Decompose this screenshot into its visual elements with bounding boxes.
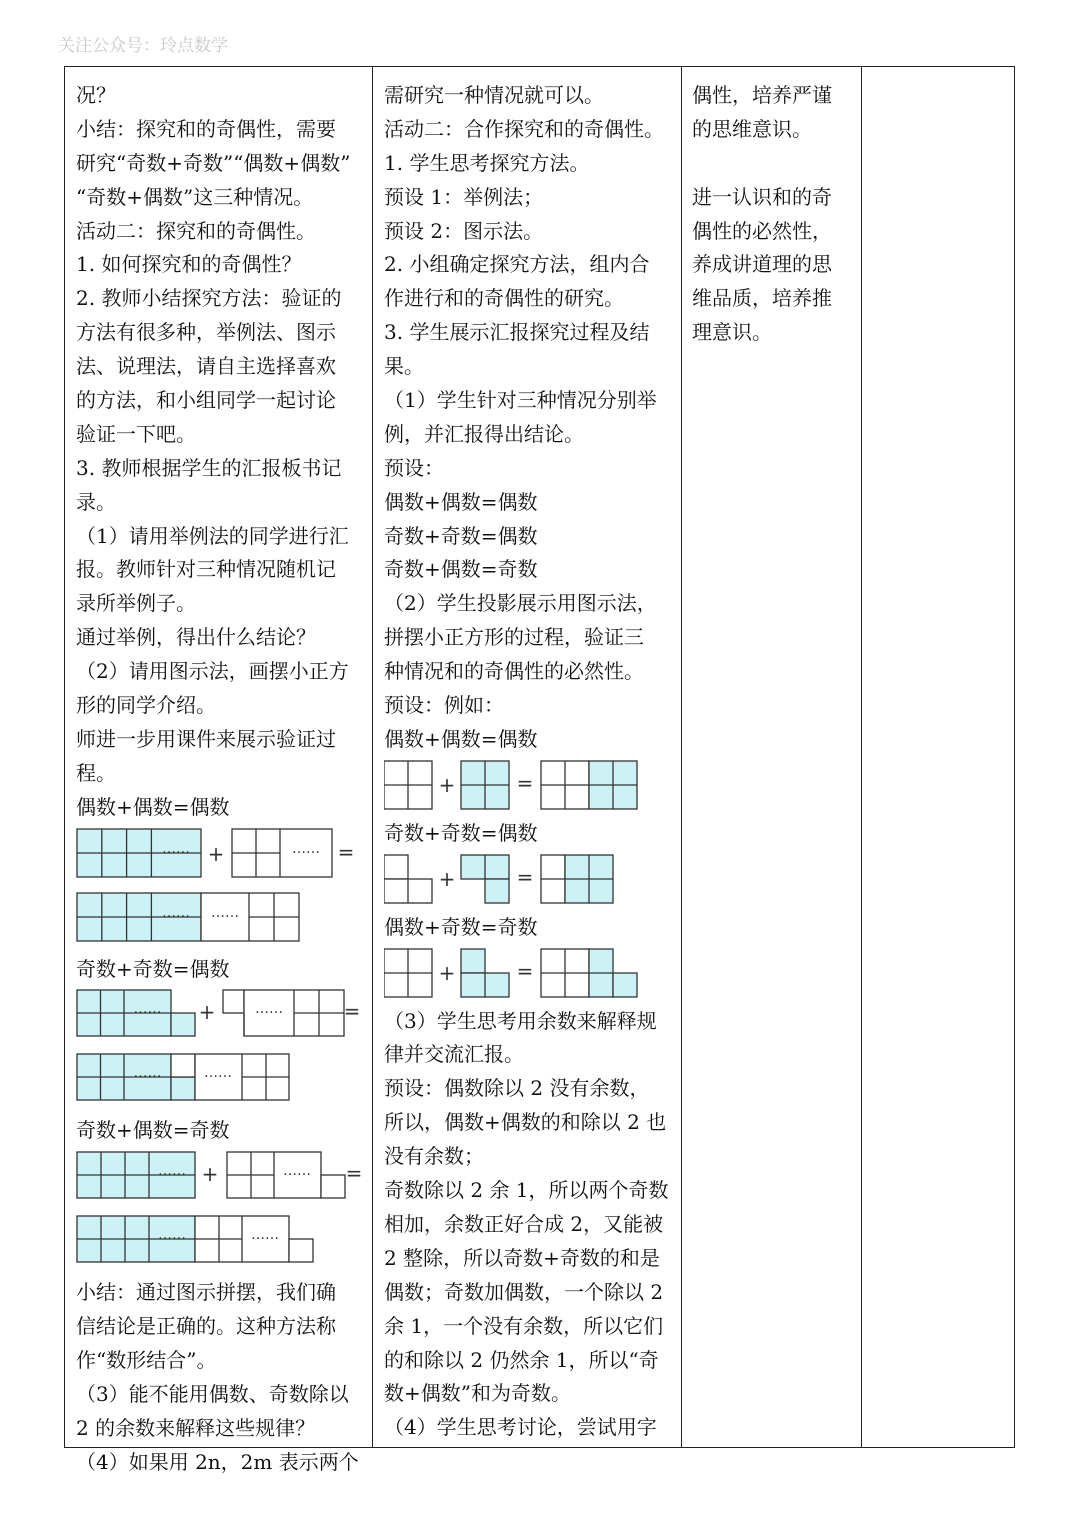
- text-line: 1. 学生思考探究方法。: [384, 150, 590, 175]
- column-divider: [372, 67, 373, 1447]
- text-line: 3. 教师根据学生的汇报板书记: [76, 455, 342, 480]
- text-line: 偶性，培养严谨: [692, 83, 832, 107]
- teacher-activity-column: [76, 79, 366, 1480]
- text-line: 奇数+偶数=奇数: [384, 557, 538, 582]
- text-line: （3）学生思考用余数来解释规: [384, 1008, 657, 1033]
- text-line: 录。: [76, 489, 116, 514]
- text-line: （2）学生投影展示用图示法，: [384, 591, 657, 616]
- text-line: 程。: [76, 760, 116, 785]
- figure-odd-plus-even: [76, 1150, 366, 1272]
- text-line: 偶性的必然性，: [692, 218, 832, 243]
- text-line: 所以，偶数+偶数的和除以 2 也: [384, 1110, 667, 1135]
- text-line: 3. 学生展示汇报探究过程及结: [384, 320, 650, 345]
- text-line: 偶数+偶数=偶数: [384, 489, 538, 514]
- text-line: （3）能不能用偶数、奇数除以: [76, 1382, 349, 1407]
- text-line: （4）如果用 2n，2m 表示两个: [76, 1449, 359, 1474]
- figure-label: 奇数+奇数=偶数: [76, 956, 230, 981]
- svg-text:……: ……: [255, 1001, 283, 1018]
- svg-text:……: ……: [204, 1065, 232, 1082]
- text-line: 作进行和的奇偶性的研究。: [384, 286, 624, 311]
- student-activity-column: [384, 79, 676, 1445]
- watermark: 关注公众号：玲点数学: [58, 36, 228, 56]
- text-line: 验证一下吧。: [76, 421, 196, 446]
- svg-text:……: ……: [283, 1163, 311, 1180]
- svg-text:+: +: [201, 1162, 219, 1187]
- svg-text:……: ……: [251, 1227, 279, 1244]
- text-line: 活动二：探究和的奇偶性。: [76, 218, 316, 243]
- svg-text:+: +: [438, 772, 456, 797]
- svg-text:=: =: [345, 1161, 363, 1186]
- text-line: [692, 147, 857, 181]
- text-line: 预设：偶数除以 2 没有余数，: [384, 1076, 650, 1101]
- figure-even-plus-even-small: [384, 759, 676, 813]
- text-line: 2. 小组确定探究方法，组内合: [384, 252, 650, 277]
- text-line: 师进一步用课件来展示验证过: [76, 726, 336, 751]
- text-line: 研究“奇数+奇数”“偶数+偶数”: [76, 150, 351, 175]
- column-divider: [681, 67, 682, 1447]
- design-intent-column: [692, 79, 857, 350]
- svg-text:=: =: [343, 999, 361, 1024]
- svg-text:……: ……: [292, 840, 320, 857]
- text-line: 方法有很多种，举例法、图示: [76, 320, 336, 345]
- text-line: 活动二：合作探究和的奇偶性。: [384, 116, 664, 141]
- svg-text:+: +: [198, 1000, 216, 1025]
- text-line: 奇数除以 2 余 1，所以两个奇数: [384, 1178, 669, 1203]
- svg-text:……: ……: [158, 1163, 186, 1180]
- svg-text:……: ……: [162, 840, 190, 857]
- text-line: 法、说理法，请自主选择喜欢: [76, 354, 336, 379]
- text-line: 理意识。: [692, 320, 772, 345]
- svg-text:+: +: [438, 866, 456, 891]
- figure-odd-plus-odd: [76, 988, 366, 1110]
- text-line: 况？: [76, 83, 116, 107]
- figure-even-plus-odd-small: [384, 947, 676, 1001]
- text-line: 通过举例，得出什么结论？: [76, 625, 316, 650]
- text-line: 的和除以 2 仍然余 1，所以“奇: [384, 1347, 659, 1372]
- text-line: 拼摆小正方形的过程，验证三: [384, 625, 644, 650]
- text-line: 预设 1：举例法；: [384, 184, 544, 209]
- lesson-table: [64, 66, 1015, 1474]
- text-line: 奇数+奇数=偶数: [384, 523, 538, 548]
- svg-text:……: ……: [133, 1065, 162, 1082]
- svg-text:……: ……: [211, 904, 239, 921]
- figure-label: 偶数+奇数=奇数: [384, 914, 538, 939]
- text-line: 的方法，和小组同学一起讨论: [76, 388, 336, 413]
- text-line: 预设：: [384, 455, 444, 480]
- text-line: （2）请用图示法，画摆小正方: [76, 659, 349, 684]
- text-line: 小结：通过图示拼摆，我们确: [76, 1280, 336, 1305]
- figure-label: 奇数+偶数=奇数: [76, 1118, 230, 1143]
- figure-label: 偶数+偶数=偶数: [76, 794, 230, 819]
- text-line: 进一认识和的奇: [692, 184, 832, 209]
- text-line: 录所举例子。: [76, 591, 196, 616]
- text-line: 律并交流汇报。: [384, 1042, 524, 1067]
- text-line: 预设：例如：: [384, 693, 504, 718]
- figure-label: 偶数+偶数=偶数: [384, 726, 538, 751]
- text-line: （1）学生针对三种情况分别举: [384, 388, 657, 413]
- text-line: 没有余数；: [384, 1144, 484, 1169]
- text-line: （4）学生思考讨论，尝试用字: [384, 1415, 657, 1440]
- text-line: 2 整除，所以奇数+奇数的和是: [384, 1245, 660, 1270]
- text-line: 偶数；奇数加偶数，一个除以 2: [384, 1279, 664, 1304]
- figure-even-plus-even: [76, 827, 366, 949]
- text-line: 相加，余数正好合成 2，又能被: [384, 1211, 664, 1236]
- svg-text:=: =: [516, 770, 534, 795]
- text-line: 养成讲道理的思: [692, 252, 832, 277]
- text-line: 余 1，一个没有余数，所以它们: [384, 1313, 664, 1338]
- svg-text:=: =: [516, 958, 534, 983]
- text-line: 信结论是正确的。这种方法称: [76, 1314, 336, 1339]
- text-line: 报。教师针对三种情况随机记: [76, 557, 336, 582]
- text-line: 例，并汇报得出结论。: [384, 421, 584, 446]
- svg-text:=: =: [516, 864, 534, 889]
- figure-label: 奇数+奇数=偶数: [384, 820, 538, 845]
- svg-text:+: +: [207, 841, 225, 866]
- text-line: 果。: [384, 354, 424, 379]
- text-line: 2. 教师小结探究方法：验证的: [76, 286, 342, 311]
- text-line: 需研究一种情况就可以。: [384, 83, 604, 107]
- text-line: 种情况和的奇偶性的必然性。: [384, 659, 644, 684]
- text-line: 的思维意识。: [692, 116, 812, 141]
- svg-text:……: ……: [158, 1227, 186, 1244]
- text-line: 维品质，培养推: [692, 286, 832, 311]
- svg-text:=: =: [337, 839, 355, 864]
- text-line: 数+偶数”和为奇数。: [384, 1381, 571, 1406]
- text-line: 1. 如何探究和的奇偶性？: [76, 252, 302, 277]
- column-divider: [861, 67, 862, 1447]
- text-line: 形的同学介绍。: [76, 693, 216, 718]
- text-line: （1）请用举例法的同学进行汇: [76, 523, 349, 548]
- text-line: 预设 2：图示法。: [384, 218, 544, 243]
- svg-text:……: ……: [133, 1001, 162, 1018]
- text-line: 小结：探究和的奇偶性，需要: [76, 116, 336, 141]
- text-line: 作“数形结合”。: [76, 1348, 217, 1373]
- svg-text:+: +: [438, 960, 456, 985]
- figure-odd-plus-odd-small: [384, 853, 676, 907]
- svg-text:……: ……: [162, 904, 190, 921]
- text-line: 2 的余数来解释这些规律？: [76, 1415, 316, 1440]
- text-line: “奇数+偶数”这三种情况。: [76, 184, 314, 209]
